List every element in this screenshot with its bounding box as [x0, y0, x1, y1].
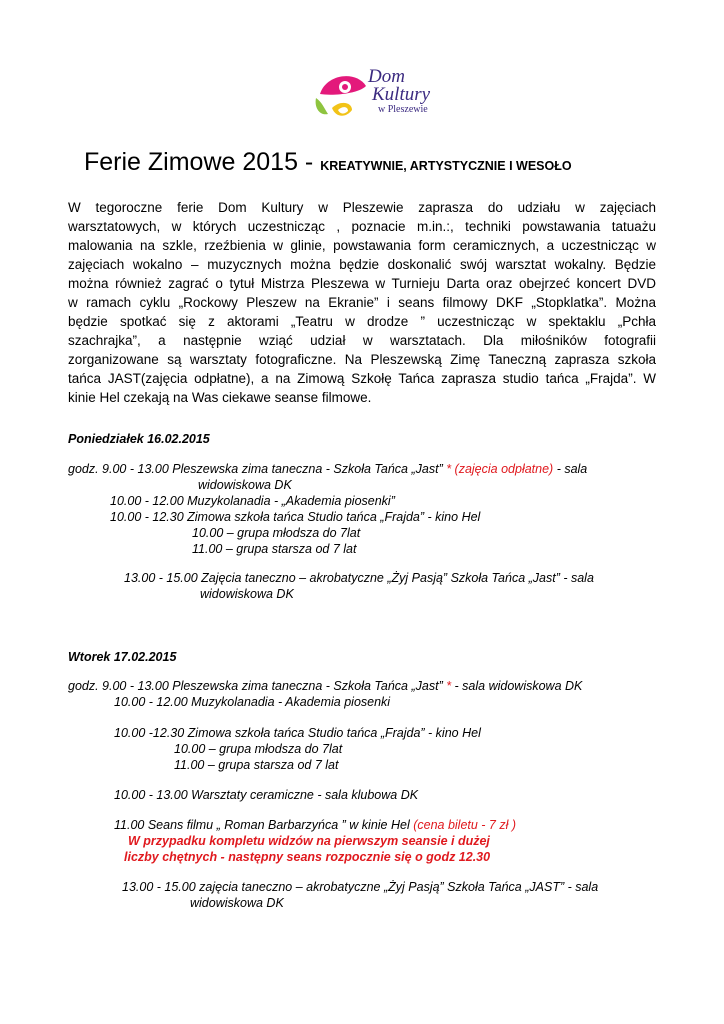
tuesday-heading: Wtorek 17.02.2015: [68, 650, 177, 664]
intro-line: zajęciach wokalno – muzycznych można będzie doskonalić swój warsztat wokalny. Będzie: [68, 257, 656, 272]
intro-line: będzie spotkać się z aktorami „Teatru w drodze ” uczestnicząc w spektaklu „Pchła: [68, 314, 656, 329]
tuesday-line-10: 13.00 - 15.00 zajęcia taneczno – akrobatyczne „Żyj Pasją” Szkoła Tańca „JAST” - sala: [122, 880, 599, 894]
tuesday-line-3: 10.00 -12.30 Zimowa szkoła tańca Studio tańca „Frajda” - kino Hel: [114, 726, 481, 740]
intro-line: szachrajka”, a następnie wziąć udział w warsztatach. Dla miłośników fotografii: [68, 333, 656, 348]
monday-line-3: 10.00 - 12.00 Muzykolanadia - „Akademia piosenki”: [110, 494, 395, 508]
schedule-text: godz. 9.00 - 13.00 Pleszewska zima taneczna - Szkoła Tańca „Jast”: [68, 679, 447, 693]
monday-line-5: 10.00 – grupa młodsza do 7lat: [192, 526, 361, 540]
intro-line: tańca JAST(zajęcia odpłatne), a na Zimową Szkołę Tańca zaprasza studio tańca „Frajda”. W: [68, 371, 656, 386]
title-main: Ferie Zimowe 2015 -: [84, 148, 321, 176]
monday-line-2: widowiskowa DK: [198, 478, 292, 492]
intro-line: kinie Hel czekają na Was ciekawe seanse filmowe.: [68, 390, 372, 405]
title-subtitle: KREATYWNIE, ARTYSTYCZNIE I WESOŁO: [320, 159, 572, 173]
intro-line: warsztatowych, w których uczestnicząc , poznacie m.in.:, techniki powstawania tatuażu: [68, 219, 656, 234]
tuesday-notice-line-2: liczby chętnych - następny seans rozpocznie się o godz 12.30: [124, 850, 491, 864]
schedule-text: 11.00 Seans filmu „ Roman Barbarzyńca ” w kinie Hel: [114, 818, 414, 832]
monday-heading: Poniedziałek 16.02.2015: [68, 432, 210, 446]
intro-line: można również zagrać o tytuł Mistrza Pleszewa w Turnieju Darta oraz obejrzeć koncert DVD: [68, 276, 656, 291]
schedule-text: - sala: [553, 462, 588, 476]
paid-note: * (zajęcia odpłatne): [446, 462, 554, 476]
tuesday-line-4: 10.00 – grupa młodsza do 7lat: [174, 742, 343, 756]
schedule-text: - sala widowiskowa DK: [451, 679, 583, 693]
page-title: [84, 148, 572, 177]
logo-text-dom: Dom: [368, 66, 405, 87]
monday-line-7: 13.00 - 15.00 Zajęcia taneczno – akrobatyczne „Żyj Pasją” Szkoła Tańca „Jast” - sala: [124, 571, 594, 585]
tuesday-line-7: [114, 818, 516, 832]
logo-text-pleszewie: w Pleszewie: [378, 104, 428, 115]
dom-kultury-logo: [312, 64, 438, 126]
intro-line: w ramach cyklu „Rockowy Pleszew na Ekranie” i seans filmowy DKF „Stopklatka”. Można: [68, 295, 656, 310]
monday-line-4: 10.00 - 12.30 Zimowa szkoła tańca Studio tańca „Frajda” - kino Hel: [110, 510, 481, 524]
intro-line: W tegoroczne ferie Dom Kultury w Pleszewie zaprasza do udziału w zajęciach: [68, 200, 656, 215]
tuesday-line-1: [68, 679, 582, 693]
intro-line: zorganizowane są warsztaty fotograficzne. Na Pleszewską Zimę Taneczną zaprasza szkoła: [68, 352, 656, 367]
ticket-price: (cena biletu - 7 zł ): [413, 818, 517, 832]
tuesday-line-5: 11.00 – grupa starsza od 7 lat: [174, 758, 339, 772]
monday-line-6: 11.00 – grupa starsza od 7 lat: [192, 542, 357, 556]
logo-text-kultury: Kultury: [372, 84, 431, 105]
monday-line-8: widowiskowa DK: [200, 587, 294, 601]
schedule-text: godz. 9.00 - 13.00 Pleszewska zima taneczna - Szkoła Tańca „Jast”: [68, 462, 447, 476]
monday-line-1: [68, 462, 587, 476]
intro-paragraph: [68, 198, 656, 407]
tuesday-line-11: widowiskowa DK: [190, 896, 284, 910]
paid-asterisk: *: [446, 679, 452, 693]
intro-line: malowania na szkle, rzeźbienia w glinie, powstawania form ceramicznych, a uczestnicząc w: [68, 238, 656, 253]
tuesday-notice-line-1: W przypadku kompletu widzów na pierwszym seansie i dużej: [128, 834, 490, 848]
tuesday-line-6: 10.00 - 13.00 Warsztaty ceramiczne - sala klubowa DK: [114, 788, 419, 802]
tuesday-line-2: 10.00 - 12.00 Muzykolanadia - Akademia piosenki: [114, 695, 391, 709]
eye-logo-icon: [312, 64, 372, 126]
